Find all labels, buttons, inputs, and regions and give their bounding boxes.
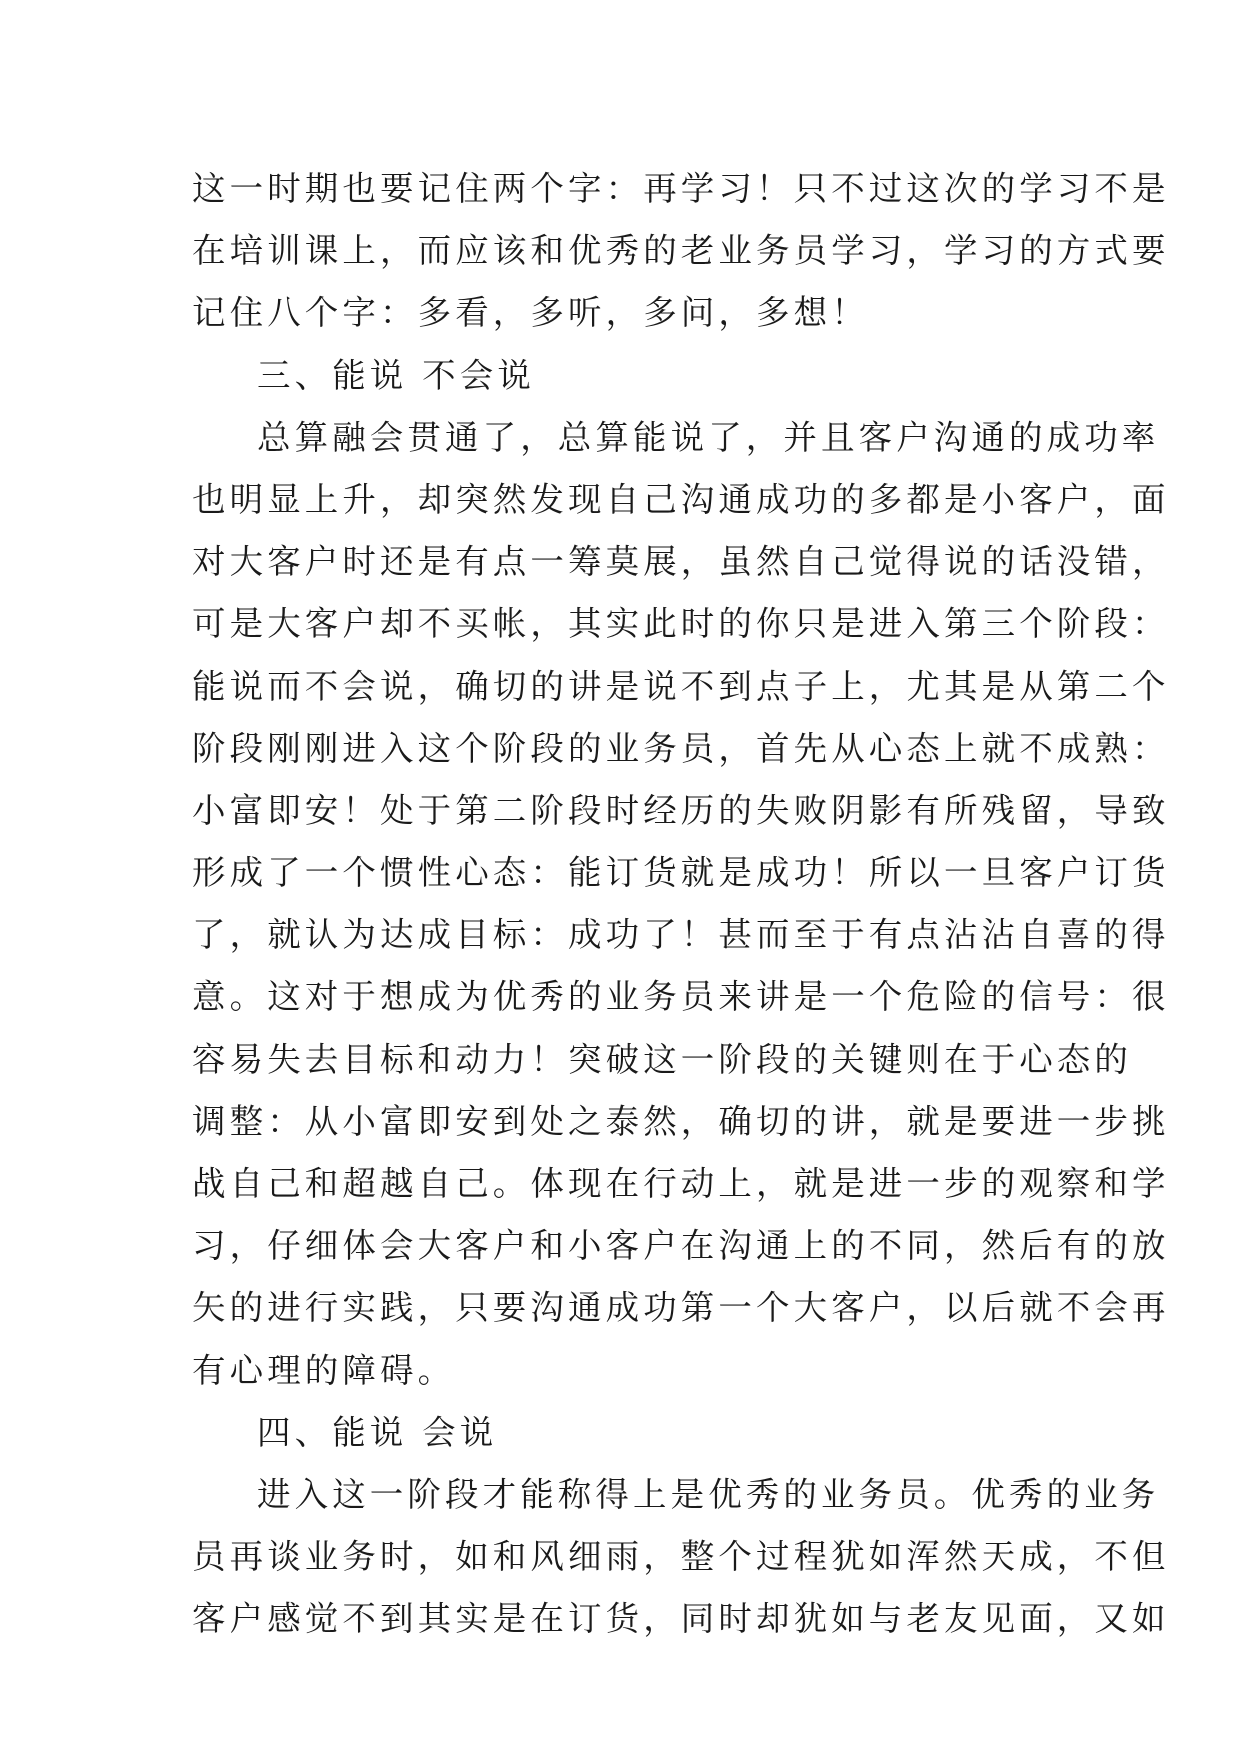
text-line: 员再谈业务时，如和风细雨，整个过程犹如浑然天成，不但 (192, 1537, 1170, 1577)
text-line: 客户感觉不到其实是在订货，同时却犹如与老友见面，又如 (192, 1599, 1170, 1639)
body-text (192, 158, 1170, 1651)
text-line: 容易失去目标和动力！突破这一阶段的关键则在于心态的 (192, 1039, 1132, 1079)
text-line: 可是大客户却不买帐，其实此时的你只是进入第三个阶段： (192, 604, 1170, 644)
section-heading-3: 三、能说 不会说 (257, 355, 535, 395)
text-line: 能说而不会说，确切的讲是说不到点子上，尤其是从第二个 (192, 666, 1170, 706)
text-line: 形成了一个惯性心态：能订货就是成功！所以一旦客户订货 (192, 853, 1170, 893)
text-line: 这一时期也要记住两个字：再学习！只不过这次的学习不是 (192, 169, 1170, 208)
text-line: 习，仔细体会大客户和小客户在沟通上的不同，然后有的放 (192, 1226, 1170, 1266)
text-line: 阶段刚刚进入这个阶段的业务员，首先从心态上就不成熟： (192, 728, 1170, 768)
text-line: 战自己和超越自己。体现在行动上，就是进一步的观察和学 (192, 1164, 1170, 1203)
text-line: 调整：从小富即安到处之泰然，确切的讲，就是要进一步挑 (192, 1101, 1170, 1141)
text-line: 小富即安！处于第二阶段时经历的失败阴影有所残留，导致 (192, 790, 1170, 830)
text-line: 也明显上升，却突然发现自己沟通成功的多都是小客户，面 (192, 479, 1170, 519)
text-line: 矢的进行实践，只要沟通成功第一个大客户，以后就不会再 (192, 1288, 1170, 1328)
text-line: 总算融会贯通了，总算能说了，并且客户沟通的成功率 (257, 417, 1160, 457)
text-line: 了，就认为达成目标：成功了！甚而至于有点沾沾自喜的得 (192, 915, 1170, 955)
text-line: 有心理的障碍。 (192, 1350, 456, 1390)
text-line: 对大客户时还是有点一筹莫展，虽然自己觉得说的话没错， (192, 542, 1170, 582)
section-heading-4: 四、能说 会说 (257, 1412, 498, 1452)
text-line: 在培训课上，而应该和优秀的老业务员学习，学习的方式要 (192, 231, 1170, 271)
text-line: 进入这一阶段才能称得上是优秀的业务员。优秀的业务 (257, 1474, 1160, 1514)
text-line: 记住八个字：多看，多听，多问，多想！ (192, 293, 869, 333)
text-line: 意。这对于想成为优秀的业务员来讲是一个危险的信号：很 (192, 977, 1170, 1017)
